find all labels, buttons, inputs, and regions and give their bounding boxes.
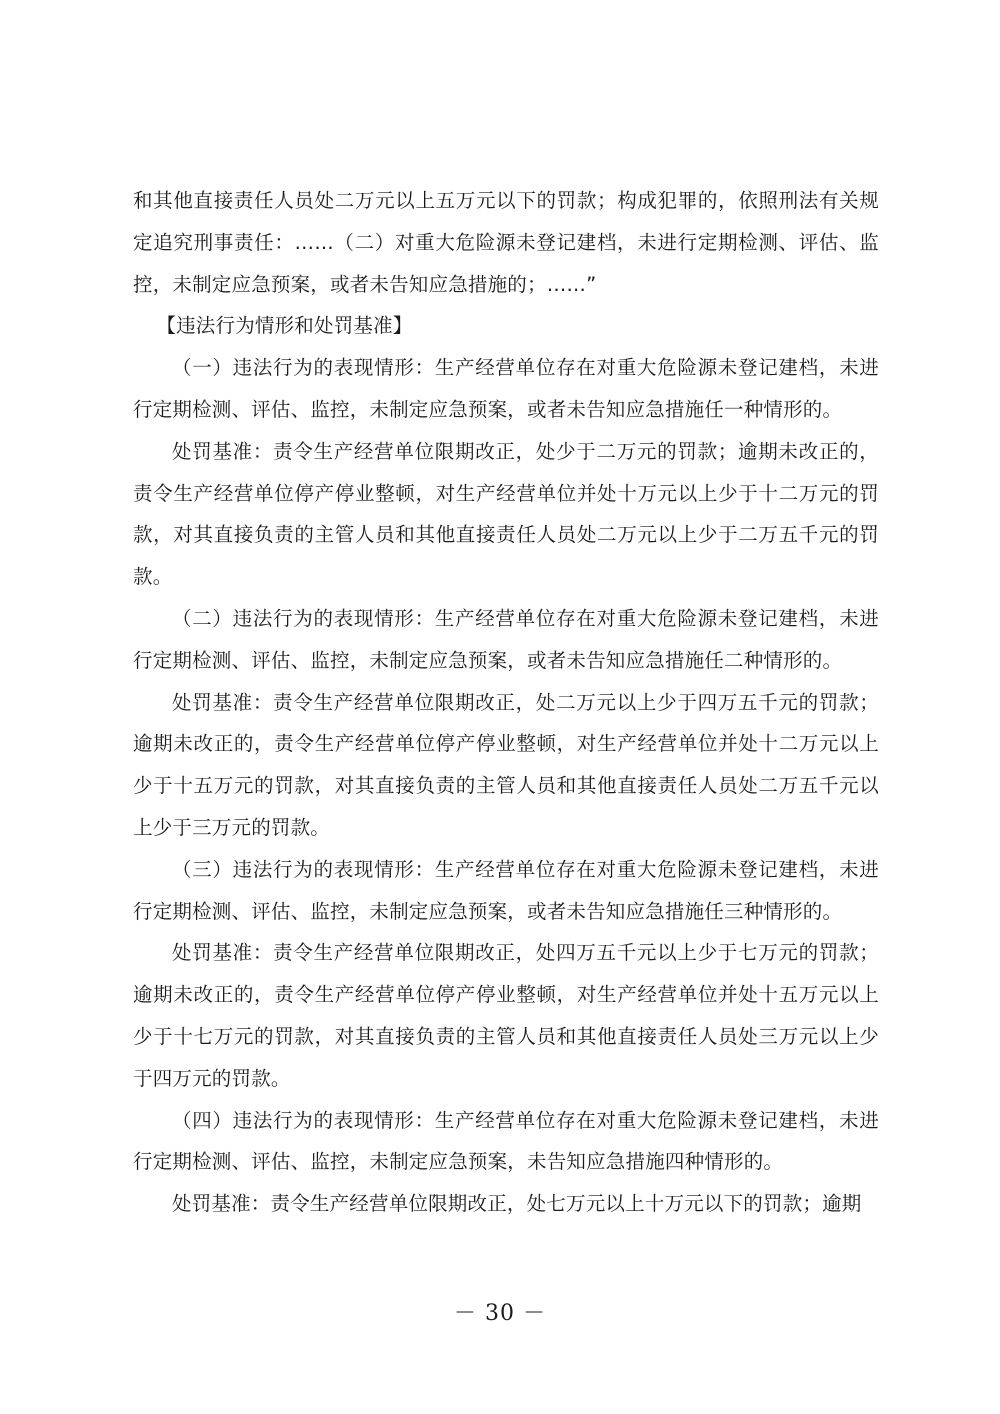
section-heading-violation-and-penalty: 【违法行为情形和处罚基准】 <box>156 314 413 338</box>
paragraph-penalty-standard-3: 处罚基准：责令生产经营单位限期改正，处四万五千元以上少于七万元的罚款；逾期未改正的，责令生产经营单位停产停业整顿，对生产经营单位并处十五万元以上少于十七万元的罚款，对其直接负责的主管人员和其他直接责任人员处三万元以上少于四万元的罚款。 <box>133 941 879 1090</box>
paragraph-violation-case-3: （三）违法行为的表现情形：生产经营单位存在对重大危险源未登记建档，未进行定期检测、评估、监控，未制定应急预案，或者未告知应急措施任三种情形的。 <box>133 857 879 923</box>
page-number: － 30 － <box>454 1301 546 1326</box>
paragraph-violation-case-4: （四）违法行为的表现情形：生产经营单位存在对重大危险源未登记建档，未进行定期检测、评估、监控，未制定应急预案，未告知应急措施四种情形的。 <box>133 1108 879 1174</box>
paragraph-continued-law-text: 和其他直接责任人员处二万元以上五万元以下的罚款；构成犯罪的，依照刑法有关规定追究刑事责任：……（二）对重大危险源未登记建档，未进行定期检测、评估、监控，未制定应急预案，或者未告知应急措施的；……” <box>133 189 879 296</box>
paragraph-penalty-standard-1: 处罚基准：责令生产经营单位限期改正，处少于二万元的罚款；逾期未改正的，责令生产经营单位停产停业整顿，对生产经营单位并处十万元以上少于十二万元的罚款，对其直接负责的主管人员和其他直接责任人员处二万元以上少于二万五千元的罚款。 <box>133 439 879 589</box>
document-body <box>133 180 879 1225</box>
paragraph-penalty-standard-2: 处罚基准：责令生产经营单位限期改正，处二万元以上少于四万五千元的罚款；逾期未改正的，责令生产经营单位停产停业整顿，对生产经营单位并处十二万元以上少于十五万元的罚款，对其直接负责的主管人员和其他直接责任人员处二万五千元以上少于三万元的罚款。 <box>133 690 879 839</box>
paragraph-violation-case-1: （一）违法行为的表现情形：生产经营单位存在对重大危险源未登记建档，未进行定期检测、评估、监控，未制定应急预案，或者未告知应急措施任一种情形的。 <box>133 356 879 421</box>
paragraph-penalty-standard-4: 处罚基准：责令生产经营单位限期改正，处七万元以上十万元以下的罚款；逾期 <box>172 1192 862 1216</box>
paragraph-violation-case-2: （二）违法行为的表现情形：生产经营单位存在对重大危险源未登记建档，未进行定期检测、评估、监控，未制定应急预案，或者未告知应急措施任二种情形的。 <box>133 606 879 672</box>
